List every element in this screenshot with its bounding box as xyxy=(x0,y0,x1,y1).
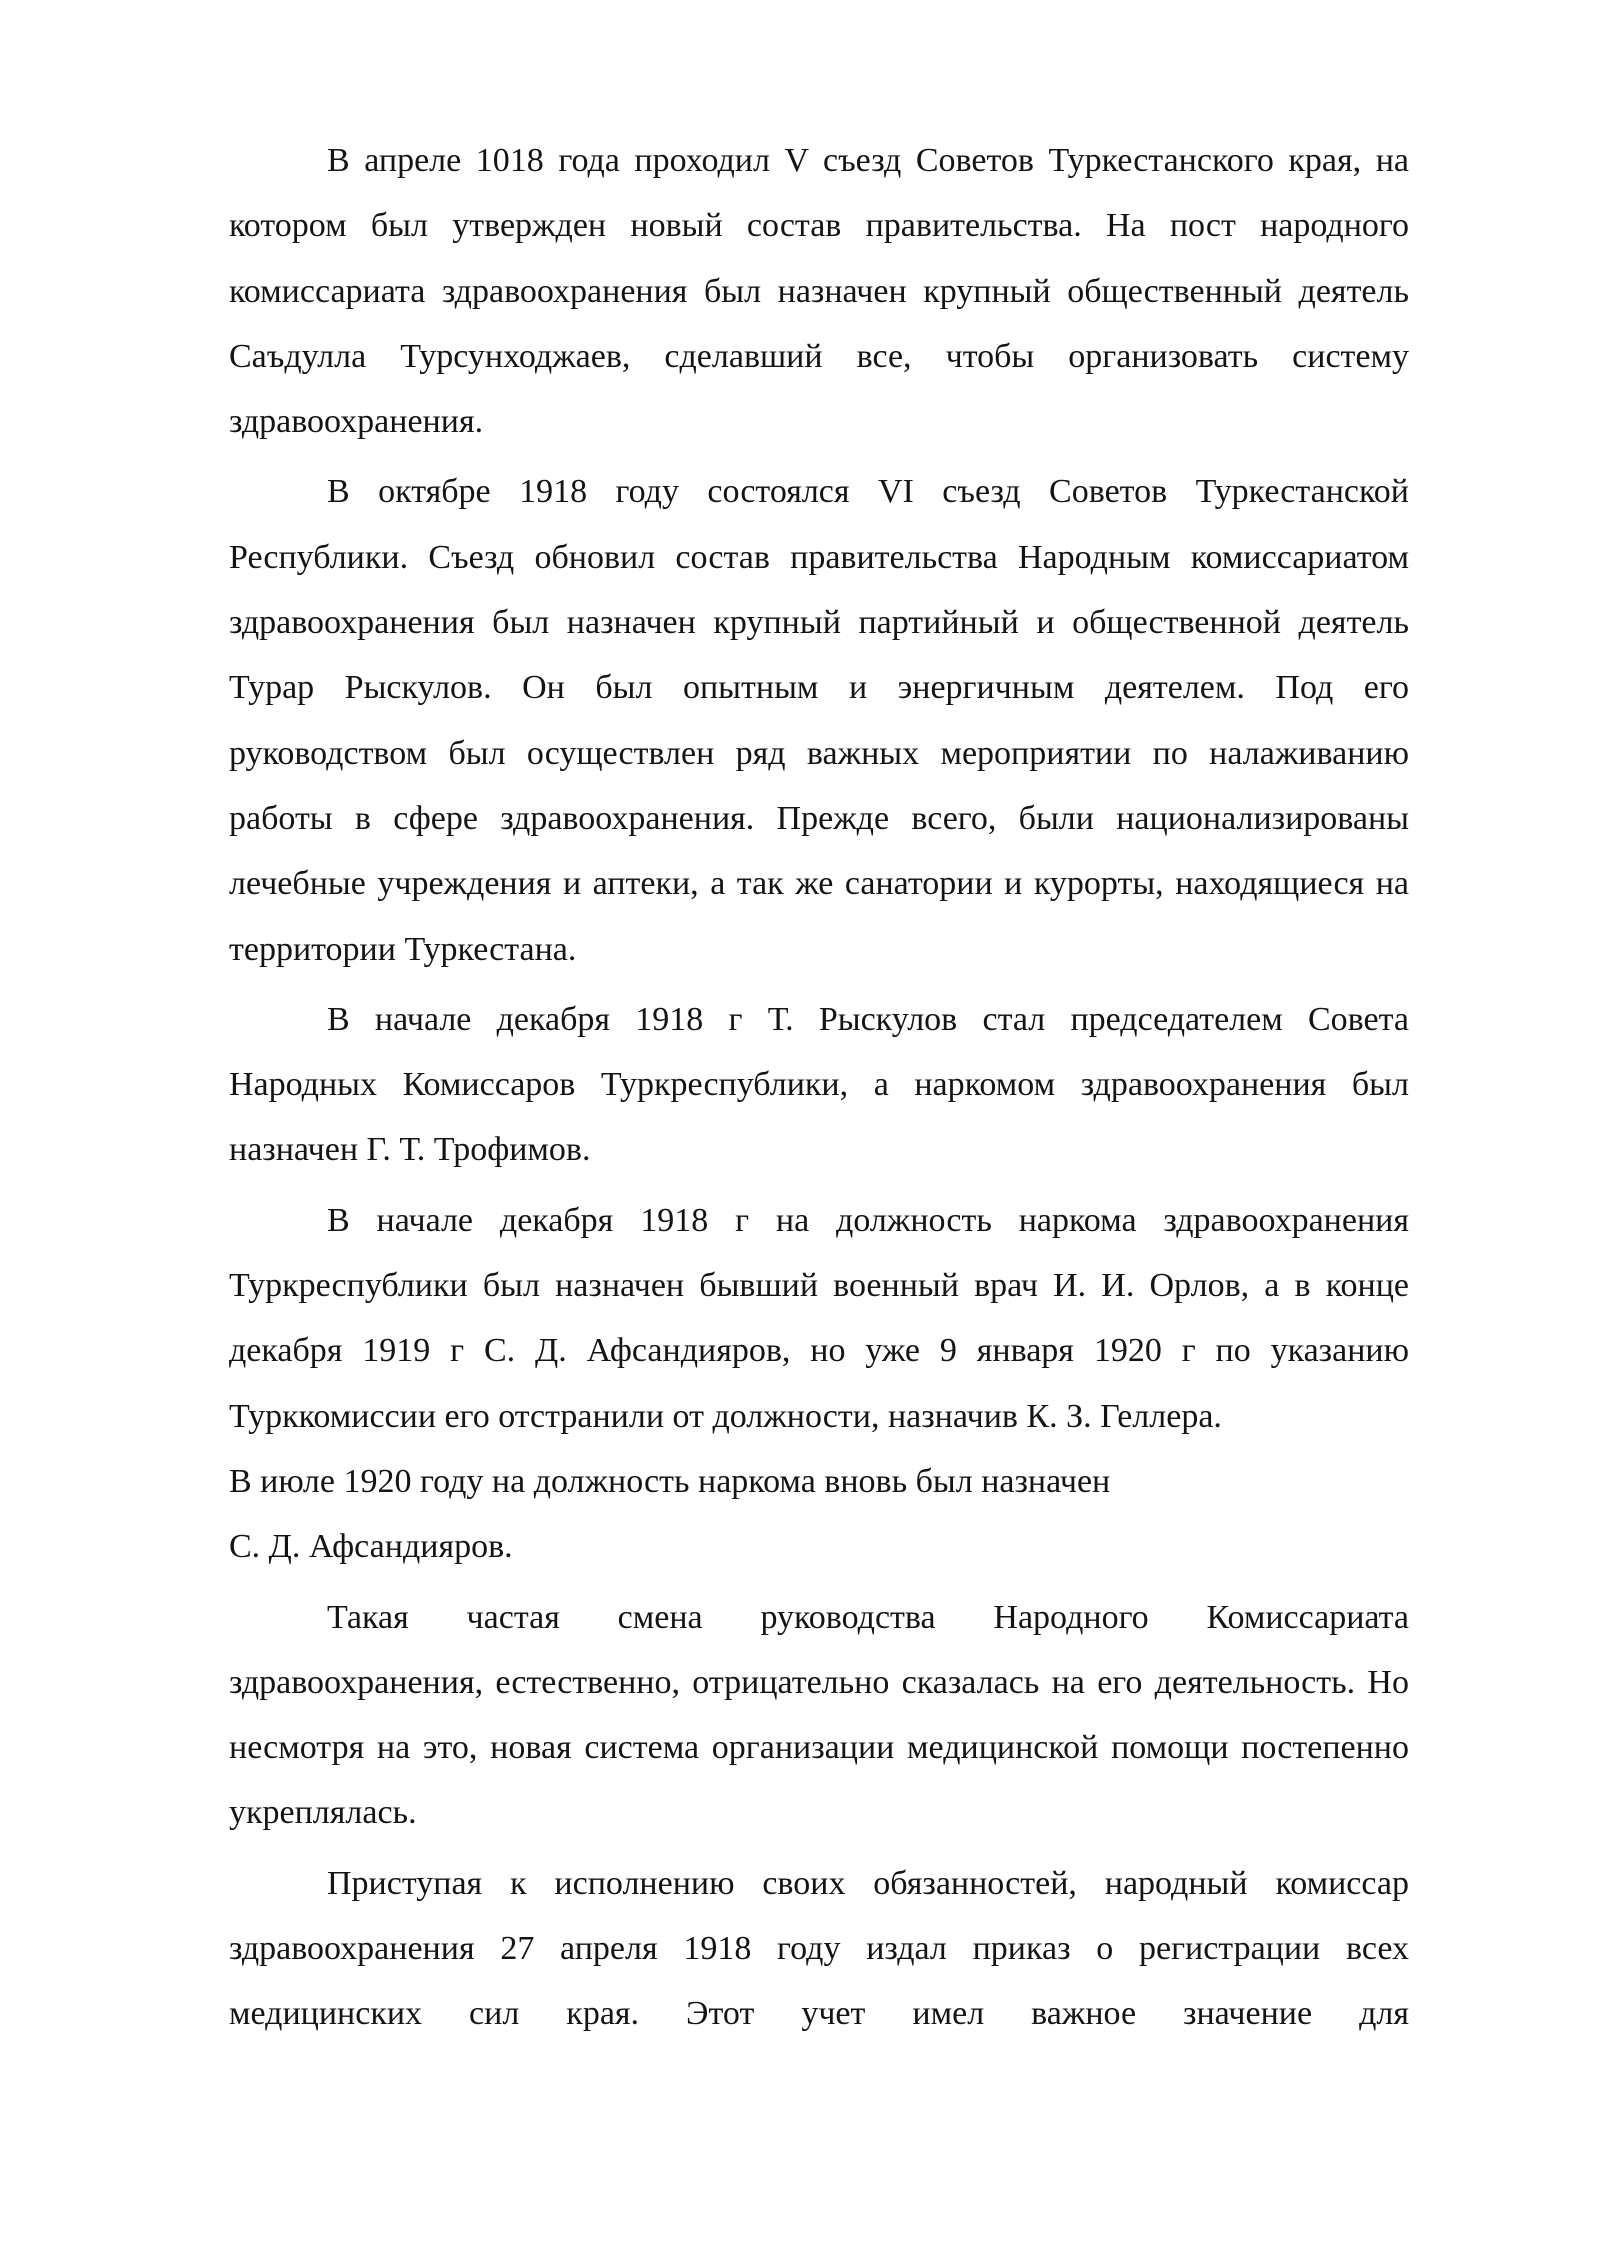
paragraph-4-line-last: С. Д. Афсандияров. xyxy=(229,1528,513,1566)
paragraph-2: В октябре 1918 году состоялся VI съезд Советов Туркестанской Республики. Съезд обновил состав правительства Народным комиссариатом здравоохранения был назначен крупный партийный и общественной деятель Турар Рыскулов. Он был опытным и энергичным деятелем. Под его руководством был осуществлен ряд важных мероприятии по налаживанию работы в сфере здравоохранения. Прежде всего, были национализированы лечебные учреждения и аптеки, а так же санатории и курорты, находящиеся на территории Туркестана. xyxy=(229,473,1409,968)
paragraph-4: В начале декабря 1918 г на должность наркома здравоохранения Туркреспублики был назначен бывший военный врач И. И. Орлов, а в конце декабря 1919 г С. Д. Афсандияров, но уже 9 января 1920 г по указанию Турккомиссии его отстранили от должности, назначив К. З. Геллера. xyxy=(229,1201,1409,1435)
paragraph-3: В начале декабря 1918 г Т. Рыскулов стал председателем Совета Народных Комиссаров Туркреспублики, а наркомом здравоохранения был назначен Г. Т. Трофимов. xyxy=(229,1000,1409,1169)
paragraph-5: Такая частая смена руководства Народного Комиссариата здравоохранения, естественно, отрицательно сказалась на его деятельность. Но несмотря на это, новая система организации медицинской помощи постепенно укреплялась. xyxy=(229,1598,1409,1832)
document-body xyxy=(229,128,1409,2047)
paragraph-6: Приступая к исполнению своих обязанностей, народный комиссар здравоохранения 27 апреля 1918 году издал приказ о регистрации всех медицинских сил края. Этот учет имел важное значение для xyxy=(229,1864,1409,2033)
paragraph-1: В апреле 1018 года проходил V съезд Советов Туркестанского края, на котором был утвержден новый состав правительства. На пост народного комиссариата здравоохранения был назначен крупный общественный деятель Саъдулла Турсунходжаев, сделавший все, чтобы организовать систему здравоохранения. xyxy=(229,142,1409,441)
paragraph-4-line-continued: В июле 1920 году на должность наркома вновь был назначен xyxy=(229,1462,1111,1500)
